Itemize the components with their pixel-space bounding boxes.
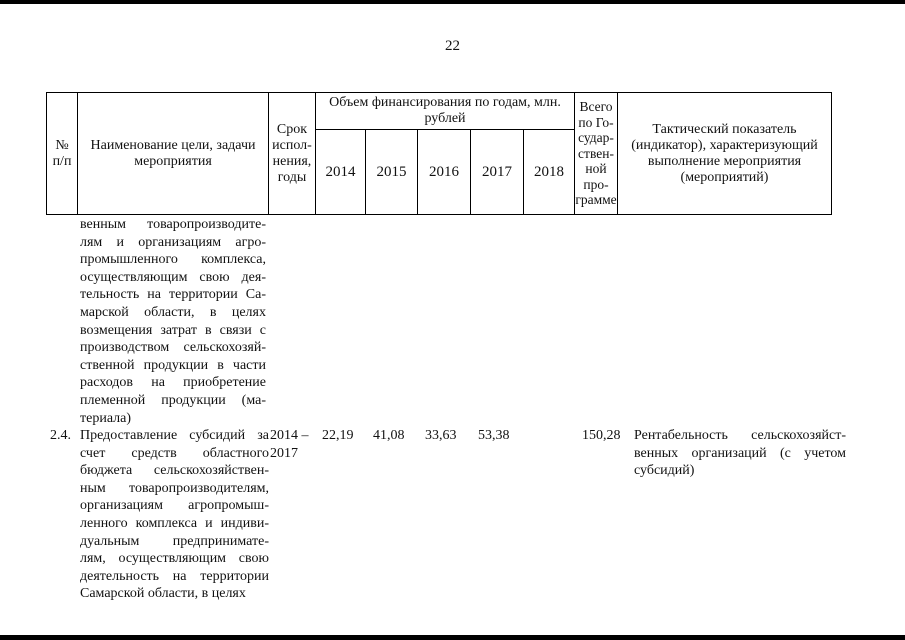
page-number: 22 xyxy=(445,38,460,54)
row-number: 2.4. xyxy=(50,428,71,443)
row-value-2015: 41,08 xyxy=(373,428,405,443)
row-indicator: Рентабельность сельскохозяйст- венных организаций (с учетом субсидий) xyxy=(634,428,846,479)
table-header xyxy=(46,92,832,215)
scan-border-top xyxy=(0,0,905,4)
row-value-2014: 22,19 xyxy=(322,428,354,443)
header-year-2018: 2018 xyxy=(524,130,575,215)
scan-border-bottom xyxy=(0,635,905,640)
header-col-total: Всего по Го- судар- ствен- ной про- грамме xyxy=(575,93,618,215)
header-col-term: Срок испол- нения, годы xyxy=(269,93,316,215)
header-col-name: Наименование цели, задачи мероприятия xyxy=(78,93,269,215)
continuation-text: венным товаропроизводите- лям и организациям агро- промышленного комплекса, осуществляющим свою дея- тельность на территории Са- марской области, в целях возмещения затрат в связи с производством сельскохозяй- ственной продукции в части расходов на приобретение племенной продукции (ма- териала) xyxy=(80,217,266,426)
row-value-2016: 33,63 xyxy=(425,428,457,443)
header-year-2015: 2015 xyxy=(366,130,418,215)
header-col-funding: Объем финансирования по годам, млн. рублей xyxy=(316,93,575,130)
header-year-2014: 2014 xyxy=(316,130,366,215)
header-year-2017: 2017 xyxy=(471,130,524,215)
row-term: 2014 – 2017 xyxy=(270,428,309,461)
header-col-number: № п/п xyxy=(47,93,78,215)
header-year-2016: 2016 xyxy=(418,130,471,215)
row-value-2017: 53,38 xyxy=(478,428,510,443)
header-col-indicator: Тактический показатель (индикатор), характеризующий выполнение мероприятия (мероприятий) xyxy=(618,93,832,215)
row-total: 150,28 xyxy=(582,428,621,443)
row-name-text: Предоставление субсидий за счет средств областного бюджета сельскохозяйствен- ным товаропроизводителям, организациям агропромыш- ленного комплекса и индиви- дуальным предпринимате- лям, осуществляющим свою деятельность на территории Самарской области, в целях xyxy=(80,428,269,602)
